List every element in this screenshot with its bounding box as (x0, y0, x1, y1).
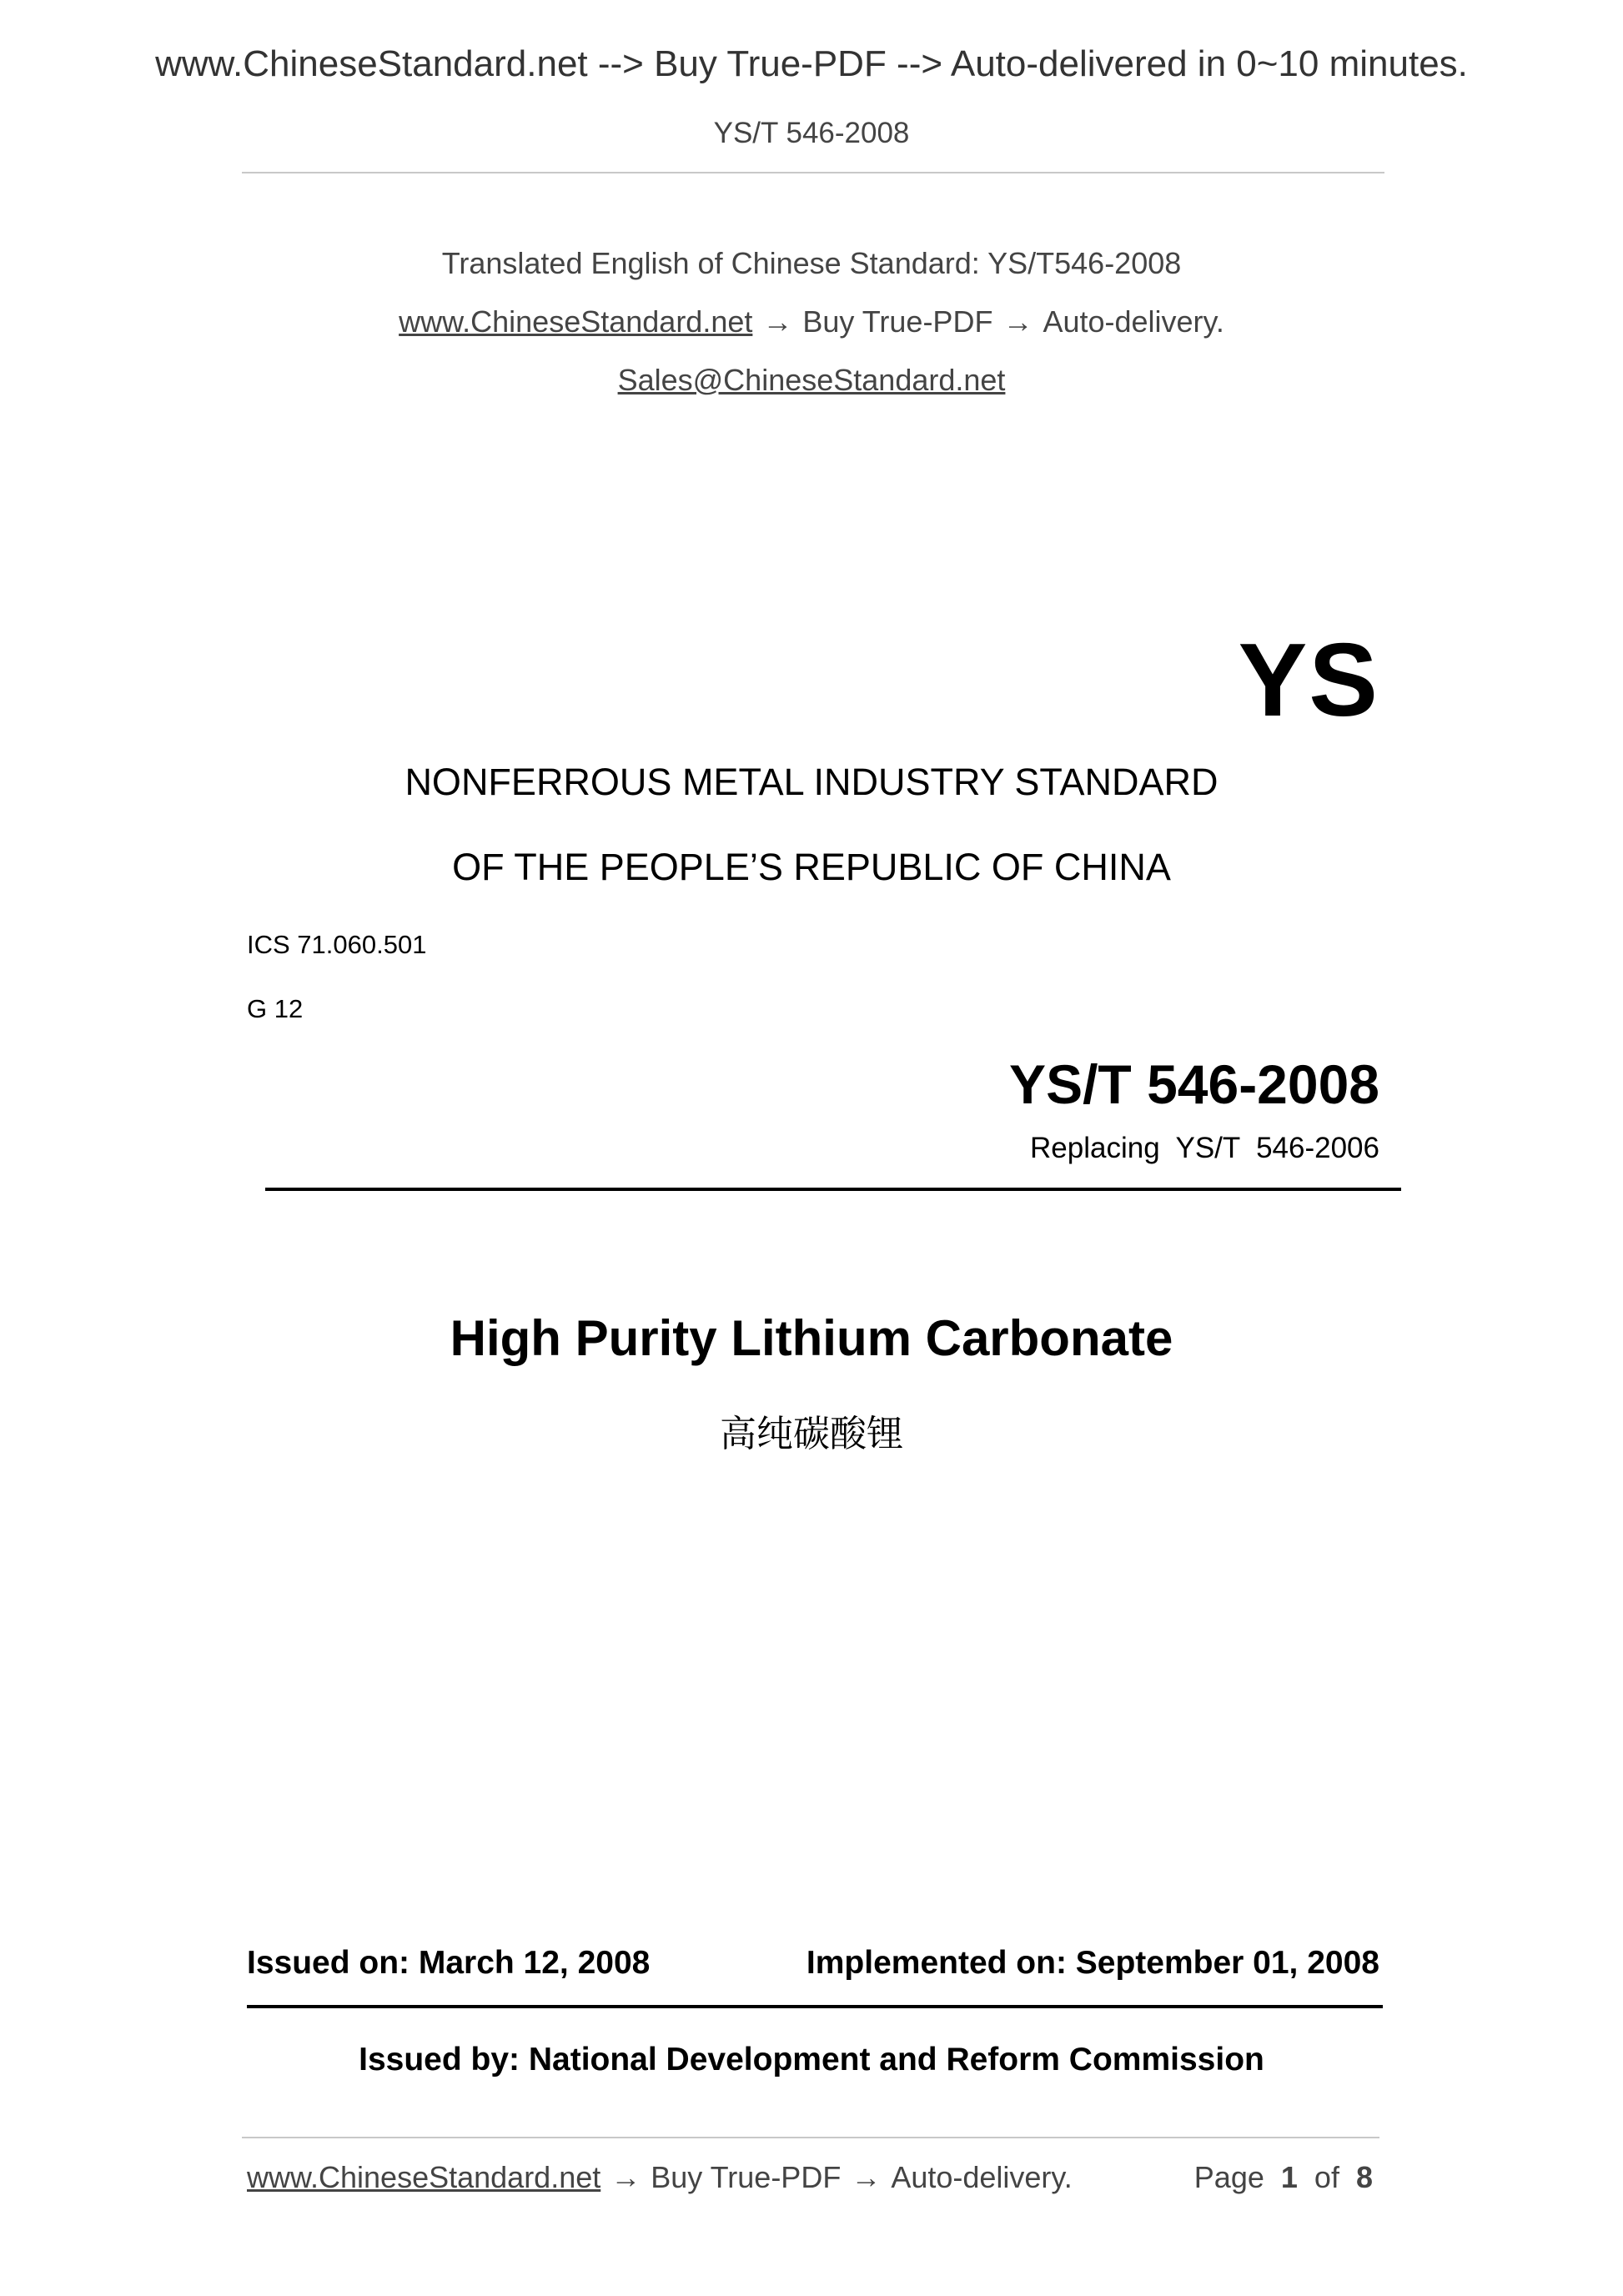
standard-title-line1: NONFERROUS METAL INDUSTRY STANDARD (404, 761, 1219, 803)
page-of: of (1314, 2160, 1339, 2194)
sales-email-link[interactable]: Sales@ChineseStandard.net (617, 363, 1006, 397)
footer-auto-text: Auto-delivery. (891, 2160, 1073, 2194)
standard-number: YS/T 546-2008 (1009, 1053, 1379, 1115)
issuing-authority: Issued by: National Development and Reform Commission (359, 2042, 1264, 2077)
page-current: 1 (1280, 2160, 1298, 2194)
implemented-on-date: Implemented on: September 01, 2008 (806, 1945, 1379, 1981)
standard-title-line2: OF THE PEOPLE’S REPUBLIC OF CHINA (452, 846, 1171, 888)
footer-buy-line (247, 2160, 1073, 2195)
translation-buy-line (0, 304, 1623, 339)
site-link[interactable]: www.ChineseStandard.net (399, 304, 753, 339)
page-label: Page (1193, 2160, 1264, 2194)
header-divider (242, 172, 1384, 173)
footer-buy-text: Buy True-PDF (651, 2160, 842, 2194)
replacing-note: Replacing YS/T 546-2006 (1030, 1132, 1379, 1164)
auto-delivery-text: Auto-delivery. (1043, 304, 1224, 339)
issued-on-date: Issued on: March 12, 2008 (247, 1945, 651, 1981)
arrow-right-icon: → (1002, 304, 1033, 339)
header-doc-code: YS/T 546-2008 (713, 117, 910, 149)
category-code: G 12 (247, 994, 304, 1023)
arrow-right-icon: → (762, 304, 793, 339)
ics-code: ICS 71.060.501 (247, 930, 427, 959)
footer-site-link[interactable]: www.ChineseStandard.net (247, 2160, 601, 2194)
title-divider (265, 1188, 1401, 1191)
email-line (0, 363, 1623, 398)
arrow-right-icon: → (611, 2160, 641, 2194)
buy-text: Buy True-PDF (802, 304, 993, 339)
page-total: 8 (1355, 2160, 1373, 2194)
ys-logo: YS (1238, 623, 1379, 738)
page-indicator (1194, 2160, 1373, 2195)
date-divider (247, 2005, 1383, 2008)
translation-line: Translated English of Chinese Standard: YS/T546-2008 (441, 246, 1182, 280)
header-banner[interactable]: www.ChineseStandard.net --> Buy True-PDF --> Auto-delivered in 0~10 minutes. (155, 43, 1468, 84)
footer-divider (242, 2137, 1379, 2138)
document-title-chinese: 高纯碳酸锂 (720, 1413, 903, 1455)
document-title: High Purity Lithium Carbonate (450, 1310, 1173, 1366)
arrow-right-icon: → (851, 2160, 882, 2194)
